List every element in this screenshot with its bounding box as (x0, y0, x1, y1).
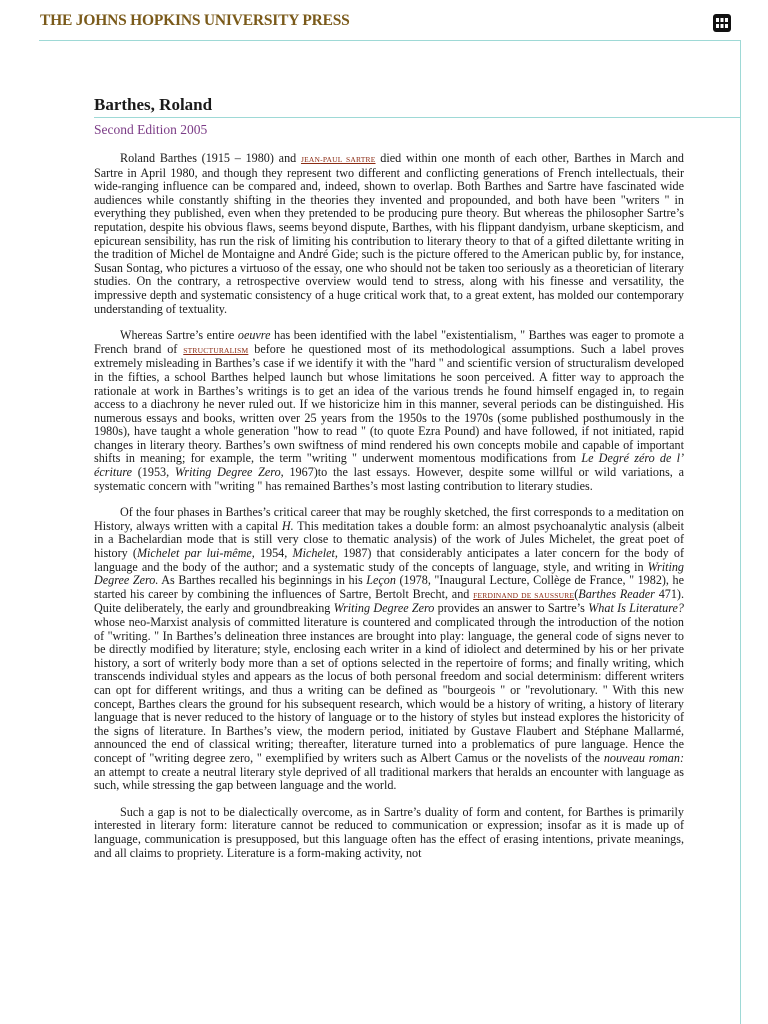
text-run: ( (574, 586, 579, 601)
text-run: 1967)to the last essays. However, despite some willful or wild variations, a systematic concern with "writing " has remained Barthes’s most lasting contribution to literary studies. (94, 465, 684, 493)
italic-title: Le Degré zéro de l’ écriture (94, 451, 684, 480)
text-run: Such a gap is not to be dialectically overcome, as in Sartre’s duality of form and content, for Barthes is primarily interested in literary form: literature cannot be reduced to communication or expression; insofar as it is made up of language, communication is presupposed, but this language often has the effect of erasing intentions, private meanings, and all claims to propriety. Literature is a form-making activity, not (94, 804, 684, 860)
text-run: has been identified with the label "existentialism, " Barthes was eager to promote a French brand of (94, 328, 684, 356)
text-run: died within one month of each other, Barthes in March and Sartre in April 1980, and though they represent two different and conflicting generations of French intellectuals, their wide-ranging influence can be compared and, indeed, shown to overlap. Both Barthes and Sartre have fascinated wide audiences while constantly shifting in the theories they invented and propounded, and both have been "writers " in everything they published, even when they pretended to be producing pure theory. But whereas the philosopher Sartre’s reputation, despite his obvious flaws, seems beyond dispute, Barthes, with his flippant dandyism, urbane skepticism, and epicurean sensibility, has run the risk of limiting his contribution to literary theory to that of a gifted dilettante writing in the tradition of Michel de Montaigne and André Gide; such is the picture offered to the American public by, for instance, Susan Sontag, who pictures a virtuoso of the essay, one who should not be taken too seriously as a theoretician of literary studies. On the contrary, a retrospective overview would tend to stress, along with his finesse and versatility, the impressive depth and systematic consistency of a huge critical work that, to a great extent, has molded our contemporary understanding of textuality. (94, 151, 684, 316)
entry-title: Barthes, Roland (94, 95, 213, 114)
italic-title: Writing Degree Zero (333, 601, 435, 616)
text-run: 1954, (254, 546, 293, 561)
publisher-logo[interactable]: THE JOHNS HOPKINS UNIVERSITY PRESS (40, 12, 350, 29)
text-run: 1987) that considerably anticipates a later concern for the body of language and the body of the author; and a systematic study of the concepts of language, style, and writing in (94, 546, 684, 574)
text-run: This meditation takes a double form: an almost psychoanalytic analysis (albeit in a Bachelardian mode that is still very close to thematic analysis) of the work of Jules Michelet, the great poet of history ( (94, 518, 684, 561)
italic-title: Barthes Reader (578, 586, 655, 601)
italic-title: Michelet par lui-même, (136, 546, 255, 561)
title-divider (94, 117, 740, 118)
text-run: before he questioned most of its methodological assumptions. Such a label proves extremely misleading in Barthes’s case if we identify it with the "hard " and scientific version of structuralism developed in the fifties, a school Barthes helped launch but whose limitations he soon perceived. A fitter way to approach the rationale at work in Barthes’s writings is to get an idea of the various trends he found himself engaged in, to regain access to a diachrony he never ruled out. If we historicize him in this manner, several periods can be distinguished. His numerous essays and books, written over 25 years from the 1950s to the 1970s (some published posthumously in the 1980s), have taught a whole generation "how to read " (to quote Ezra Pound) and have followed, if not initiated, rapid changes in literary theory. Barthes’s own swiftness of mind rendered his own concepts mobile and capable of important shifts in meaning; for example, the term "writing " underwent momentous modifications from (94, 341, 685, 466)
paragraph-3 (94, 506, 684, 792)
xref-link-structuralism[interactable]: STRUCTURALISM (183, 345, 249, 355)
text-run: Roland Barthes (1915 – 1980) and (120, 151, 301, 165)
frame-right-rule (740, 40, 741, 1024)
text-run: As Barthes recalled his beginnings in his (158, 573, 367, 588)
italic-term: H. (281, 518, 294, 533)
italic-title: Writing Degree Zero, (174, 465, 284, 480)
paragraph-1 (94, 152, 684, 316)
article-body (94, 152, 684, 873)
text-run: an attempt to create a neutral literary style deprived of all traditional markers that heralds an encounter with language as such, while stressing the gap between language and the world. (94, 764, 684, 793)
entry-edition: Second Edition 2005 (94, 122, 208, 137)
italic-term: oeuvre (237, 328, 271, 343)
text-run: provides an answer to Sartre’s (434, 601, 589, 616)
text-run: whose neo-Marxist analysis of committed literature is countered and complicated through the introduction of the notion of "writing. " In Barthes’s delineation three instances are brought into play: language, the general code of signs never to be directly modified by literature; style, enclosing each writer in a kind of idiolect and determined by his or her private history, a sort of writerly body more than a set of options selected in the repertoire of forms; and finally writing, which transcends individual styles and appears as the locus of both personal freedom and social determinism: different writers can opt for different writings, and thus a writing can be defined as "bourgeois " or "revolutionary. " With this new concept, Barthes clears the ground for his subsequent research, which would be a history of writing, a history of literary language that is never reduced to the history of language or to the history of styles but instead explores the historicity of the signs of literature. In Barthes’s view, the modern period, initiated by Gustave Flaubert and Stéphane Mallarmé, announced the end of classical writing; thereafter, literature turned into a problematics of pure language. Hence the concept of "writing degree zero, " exemplified by writers such as Albert Camus or the novelists of the (94, 615, 684, 765)
paragraph-2 (94, 329, 684, 493)
paragraph-4 (94, 806, 684, 860)
xref-link-sartre[interactable]: JEAN-PAUL SARTRE (300, 155, 376, 164)
text-run: 471). Quite deliberately, the early and groundbreaking (94, 586, 684, 616)
frame-top-rule (39, 40, 741, 41)
italic-title: Leçon (366, 573, 396, 588)
text-run: (1953, (131, 465, 175, 480)
italic-title: What Is Literature? (588, 601, 684, 616)
press-emblem-icon (713, 14, 731, 32)
italic-term: nouveau roman: (603, 750, 684, 765)
italic-title: Writing Degree Zero. (94, 559, 684, 588)
text-run: (1978, "Inaugural Lecture, Collège de France, " 1982), he started his career by combining the influences of Sartre, Bertolt Brecht, and (94, 573, 684, 601)
text-run: Of the four phases in Barthes’s critical career that may be roughly sketched, the first corresponds to a meditation on History, always written with a capital (94, 505, 684, 533)
text-run: Whereas Sartre’s entire (120, 328, 238, 343)
italic-title: Michelet, (292, 546, 338, 561)
xref-link-saussure[interactable]: FERDINAND DE SAUSSURE (473, 590, 575, 600)
